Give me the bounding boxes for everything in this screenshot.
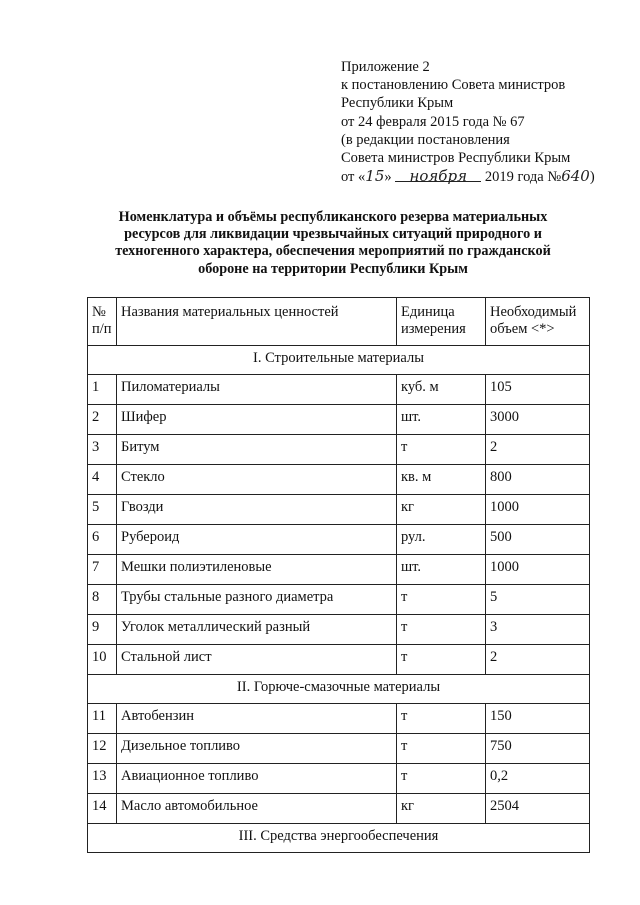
cell-num: 8: [88, 585, 117, 615]
cell-num: 7: [88, 555, 117, 585]
table-row: [88, 465, 590, 495]
cell-name: Битум: [117, 435, 397, 465]
cell-unit: шт.: [397, 405, 486, 435]
appendix-line: Совета министров Республики Крым: [341, 150, 571, 167]
date-quote: »: [384, 169, 392, 186]
header-volume: Необходимый объем <*>: [486, 298, 590, 346]
cell-name: Стальной лист: [117, 645, 397, 675]
cell-num: 1: [88, 375, 117, 405]
cell-num: 6: [88, 525, 117, 555]
handwritten-number: 640: [561, 167, 590, 186]
cell-num: 12: [88, 734, 117, 764]
title-line: ресурсов для ликвидации чрезвычайных ситуаций природного и: [124, 226, 542, 243]
month-blank: [395, 167, 481, 186]
cell-volume: 1000: [486, 495, 590, 525]
cell-unit: т: [397, 615, 486, 645]
header-unit: Единица измерения: [397, 298, 486, 346]
cell-unit: шт.: [397, 555, 486, 585]
nomenclature-table: [87, 297, 590, 853]
document-title: [98, 209, 568, 278]
cell-name: Пиломатериалы: [117, 375, 397, 405]
cell-unit: т: [397, 435, 486, 465]
section-row: [88, 346, 590, 375]
cell-volume: 2: [486, 435, 590, 465]
cell-num: 5: [88, 495, 117, 525]
date-prefix: от «: [341, 169, 366, 186]
appendix-line: от 24 февраля 2015 года № 67: [341, 113, 525, 130]
cell-volume: 150: [486, 704, 590, 734]
table-row: [88, 734, 590, 764]
appendix-line: Республики Крым: [341, 95, 454, 112]
handwritten-month: ноября: [409, 167, 468, 186]
table-row: [88, 645, 590, 675]
cell-num: 9: [88, 615, 117, 645]
cell-unit: рул.: [397, 525, 486, 555]
title-line: техногенного характера, обеспечения мероприятий по гражданской: [115, 243, 551, 260]
cell-name: Уголок металлический разный: [117, 615, 397, 645]
cell-num: 13: [88, 764, 117, 794]
appendix-line: (в редакции постановления: [341, 131, 510, 148]
table-row: [88, 435, 590, 465]
cell-num: 2: [88, 405, 117, 435]
cell-volume: 2504: [486, 794, 590, 824]
section-row: [88, 675, 590, 704]
title-line: обороне на территории Республики Крым: [198, 260, 468, 277]
cell-volume: 800: [486, 465, 590, 495]
header-num: № п/п: [88, 298, 117, 346]
cell-name: Дизельное топливо: [117, 734, 397, 764]
cell-unit: т: [397, 704, 486, 734]
cell-volume: 2: [486, 645, 590, 675]
table-row: [88, 375, 590, 405]
cell-volume: 5: [486, 585, 590, 615]
cell-name: Авиационное топливо: [117, 764, 397, 794]
cell-unit: т: [397, 645, 486, 675]
table-row: [88, 525, 590, 555]
cell-unit: кг: [397, 495, 486, 525]
table-row: [88, 585, 590, 615]
cell-unit: кг: [397, 794, 486, 824]
cell-unit: куб. м: [397, 375, 486, 405]
cell-name: Мешки полиэтиленовые: [117, 555, 397, 585]
table-row: [88, 704, 590, 734]
cell-volume: 105: [486, 375, 590, 405]
table-row: [88, 794, 590, 824]
cell-num: 4: [88, 465, 117, 495]
cell-num: 10: [88, 645, 117, 675]
section-title: III. Средства энергообеспечения: [88, 824, 590, 853]
cell-num: 3: [88, 435, 117, 465]
cell-volume: 500: [486, 525, 590, 555]
table-row: [88, 615, 590, 645]
cell-unit: т: [397, 734, 486, 764]
header-name: Названия материальных ценностей: [117, 298, 397, 346]
cell-name: Гвозди: [117, 495, 397, 525]
title-line: Номенклатура и объёмы республиканского резерва материальных: [118, 209, 548, 225]
table-row: [88, 764, 590, 794]
handwritten-day: 15: [365, 167, 385, 186]
cell-volume: 750: [486, 734, 590, 764]
cell-name: Шифер: [117, 405, 397, 435]
cell-name: Масло автомобильное: [117, 794, 397, 824]
cell-volume: 0,2: [486, 764, 590, 794]
cell-unit: т: [397, 764, 486, 794]
cell-volume: 1000: [486, 555, 590, 585]
date-suffix: ): [589, 169, 595, 186]
cell-unit: кв. м: [397, 465, 486, 495]
amendment-date-line: [341, 167, 621, 186]
cell-volume: 3000: [486, 405, 590, 435]
cell-num: 14: [88, 794, 117, 824]
date-year: 2019 года №: [484, 169, 562, 186]
section-title: II. Горюче-смазочные материалы: [88, 675, 590, 704]
appendix-line: Приложение 2: [341, 59, 430, 75]
cell-name: Стекло: [117, 465, 397, 495]
section-title: I. Строительные материалы: [88, 346, 590, 375]
cell-num: 11: [88, 704, 117, 734]
table-header-row: [88, 298, 590, 346]
cell-name: Автобензин: [117, 704, 397, 734]
cell-unit: т: [397, 585, 486, 615]
cell-name: Рубероид: [117, 525, 397, 555]
table-row: [88, 495, 590, 525]
cell-name: Трубы стальные разного диаметра: [117, 585, 397, 615]
table-row: [88, 555, 590, 585]
table-row: [88, 405, 590, 435]
appendix-header: [341, 58, 621, 186]
appendix-line: к постановлению Совета министров: [341, 77, 566, 94]
section-row: [88, 824, 590, 853]
cell-volume: 3: [486, 615, 590, 645]
